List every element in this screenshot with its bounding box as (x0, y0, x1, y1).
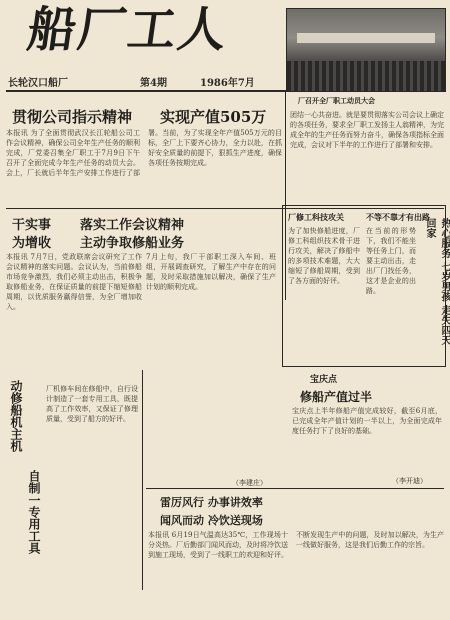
photo-banner (297, 33, 435, 43)
second-headline-left-1: 干实事 (12, 218, 52, 233)
issue-date: 1986年7月 (200, 78, 255, 89)
column-divider-2 (142, 370, 143, 590)
bottom-headline-2: 闻风而动 冷饮送现场 (160, 514, 263, 527)
middle-headline: 厂修工科技攻关 (288, 212, 344, 222)
issue-number: 第4期 (140, 78, 167, 89)
lead-headline-left: 贯彻公司指示精神 (12, 108, 133, 126)
vertical-headline-2: 自制一专用工具 (27, 470, 41, 554)
second-headline-right-2: 主动争取修船业务 (80, 236, 185, 251)
section-divider-2 (146, 488, 444, 489)
vertical-headline-1: 动修船机主机 (9, 380, 23, 452)
middle-article-body: 为了加快修船进度，厂修工科组织技术骨干进行攻关，解决了修船中的多项技术难题，大大缩短了修船周期，受到了各方面的好评。 (288, 227, 360, 285)
lead-article-body: 本报讯 为了全面贯彻武汉长江轮船公司工作会议精神，确保公司全年生产任务的顺利完成，厂党委召集全厂职工于7月9日下午召开了全面完成今年生产任务的动员大会。 会上，厂长就后半年生产安排工作进行了部署。当前，为了实现全年产值505万元的目标，全厂上下要齐心协力，全力以赴，在抓好安全质量的前提下，狠抓生产进度，确保各项任务按期完成。 (6, 129, 282, 177)
middle-article-2-body: 在当前的形势下，我们不能坐等任务上门，而要主动出击，走出厂门找任务，这才是企业的出路。 (366, 227, 416, 295)
second-article-body: 本报讯 7月7日，党政联席会议研究了工作会议精神的落实问题。会议认为，当前修船市场竞争激烈，我们必须主动出击，积极争取修船业务，在保证质量的前提下缩短修船周期，以优质服务赢得信誉，为全厂增加收入。 (6, 253, 142, 311)
photo-caption: 厂召开全厂职工动员大会 (298, 96, 375, 105)
publisher-name: 长轮汉口船厂 (8, 78, 68, 89)
masthead-title: 船厂工人 (24, 2, 232, 58)
second-headline-right-1: 落实工作会议精神 (80, 218, 185, 233)
vertical-article-body: 厂机修车间在修船中，自行设计制造了一套专用工具，既提高了工作效率，又保证了修理质量，受到了船方的好评。 (46, 385, 138, 423)
photo-crowd (287, 61, 445, 91)
right-box-headline-1: 宝庆点 (310, 375, 338, 385)
second-headline-left-2: 为增收 (12, 236, 52, 251)
bottom-right-article-body: 不断发现生产中的问题，及时加以解决，为生产一线做好服务，这是我们后勤工作的宗旨。 (296, 531, 444, 549)
bottom-headline-1: 雷厉风行 办事讲效率 (160, 496, 263, 509)
right-box-body: 宝庆点上半年修船产值完成较好，截至6月底，已完成全年产值计划的一半以上，为全面完成年度任务打下了良好的基础。 (292, 407, 442, 435)
right-article-body: 团结一心共奋进。就是要贯彻落实公司会议上确定的各项任务，要求全厂职工发扬主人翁精神，为完成全年的生产任务而努力奋斗，确保各项指标全面完成，会议对下半年的工作进行了部署和安排。 (290, 111, 444, 149)
meeting-photo (286, 8, 446, 92)
bottom-article-body: 本报讯 6月19日气温高达35℃，工作现场十分炎热。厂后勤部门闻风而动，及时将冷饮送到施工现场，受到了一线职工的欢迎和好评。 (148, 531, 288, 559)
middle-headline-2: 不等不靠才有出路 (366, 212, 430, 222)
author-credit-2: （李开迪） (392, 477, 427, 485)
lead-headline-right: 实现产值505万 (160, 108, 267, 126)
third-article-body: 7月上旬，我厂干部职工深入车间、班组，开展调查研究，了解生产中存在的问题，及时采取措施加以解决，确保了生产计划的顺利完成。 (146, 253, 276, 291)
right-box-headline-2: 修船产值过半 (300, 390, 373, 404)
masthead-rule (6, 90, 286, 92)
author-credit-1: （李建庄） (232, 479, 267, 487)
right-vertical-headline: 热心服务 七岁男孩 走失四天 回家 (424, 218, 450, 345)
